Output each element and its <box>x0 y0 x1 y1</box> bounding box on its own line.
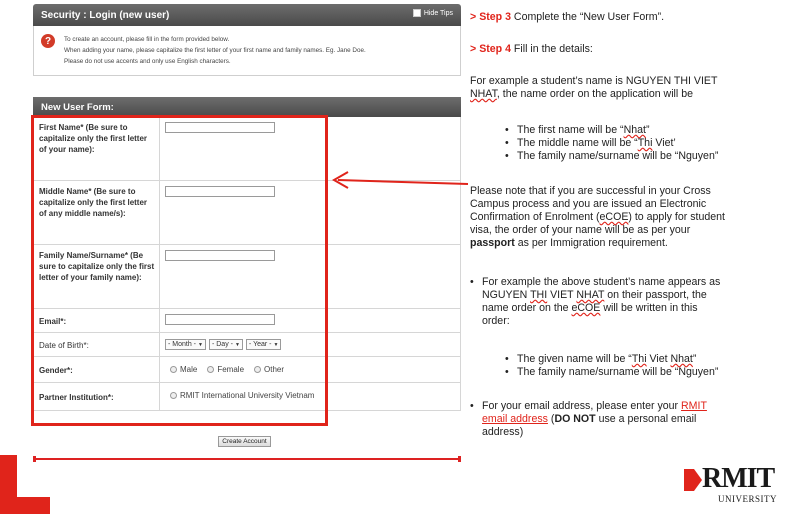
rmit-subtitle: UNIVERSITY <box>718 494 777 504</box>
first-name-label: First Name* (Be sure to capitalize only the first letter of your name): <box>34 117 160 180</box>
list-item: • The first name will be “Nhat” <box>505 124 795 137</box>
step3-text: Complete the “New User Form”. <box>510 11 665 23</box>
hide-tips-toggle[interactable] <box>413 9 453 17</box>
rmit-logo <box>680 463 792 509</box>
step4-line <box>470 43 794 56</box>
given-name-list <box>505 353 795 379</box>
hide-tips-checkbox[interactable] <box>413 9 421 17</box>
example-intro-line: , the name order on the application will be <box>496 88 693 100</box>
example2-list <box>470 276 794 328</box>
security-title: Security : Login (new user) <box>41 9 170 21</box>
gender-female-label: Female <box>217 365 245 374</box>
dob-year-value: - Year - <box>248 341 272 348</box>
list-item: • The middle name will be “Thi Viet’ <box>505 137 795 150</box>
rmit-wordmark: RMIT <box>702 463 775 494</box>
arrow-left-icon <box>330 166 470 196</box>
step3-line <box>470 11 794 24</box>
dob-day-value: - Day - <box>211 341 233 348</box>
list-item: • For your email address, please enter your RMIT email address (DO NOT use a personal email address) <box>470 400 794 439</box>
gender-label: Gender*: <box>34 357 160 382</box>
create-account-button[interactable]: Create Account <box>218 436 271 447</box>
step4-prefix: Step 4 <box>479 43 511 55</box>
chevron-down-icon: ▼ <box>198 341 203 348</box>
rmit-email-link[interactable]: RMIT <box>681 400 707 412</box>
list-item: • The given name will be “Thi Viet Nhat” <box>505 353 795 366</box>
list-item: • The family name/surname will be “Nguyen” <box>505 366 795 379</box>
email-label: Email*: <box>34 309 160 332</box>
dob-month-value: - Month - <box>168 341 197 348</box>
note-line: visa, the order of your name will be as per your <box>470 224 691 236</box>
rmit-email-link[interactable]: email address <box>482 413 548 425</box>
arrow-right-icon: > <box>470 43 477 55</box>
passport-bold: passport <box>470 237 515 249</box>
list-item: • The family name/surname will be “Nguyen” <box>505 150 795 163</box>
hide-tips-label: Hide Tips <box>423 9 453 17</box>
divider <box>33 458 461 460</box>
chevron-down-icon: ▼ <box>273 341 279 348</box>
underlined-word: NHAT <box>470 88 497 100</box>
form-title: New User Form: <box>41 101 114 113</box>
tip-line: Please do not use accents and only use English characters. <box>64 58 231 65</box>
form-header <box>33 97 461 117</box>
chevron-down-icon: ▼ <box>234 341 240 348</box>
arrow-right-icon: > <box>470 11 477 23</box>
partner-label: Partner Institution*: <box>34 383 160 410</box>
middle-name-label: Middle Name* (Be sure to capitalize only the first letter of any middle name/s): <box>34 181 160 244</box>
help-icon: ? <box>41 34 55 48</box>
decorative-corner-icon <box>0 455 50 514</box>
gender-other-label: Other <box>264 365 285 374</box>
note-line: Campus process and you are issued an Electronic <box>470 198 707 210</box>
tip-box <box>33 26 461 76</box>
security-header <box>33 4 461 26</box>
example-intro-line: For example a student’s name is NGUYEN THI VIET <box>470 75 718 87</box>
tip-line: To create an account, please fill in the form provided below. <box>64 36 230 43</box>
name-order-list <box>505 124 795 163</box>
list-item: • For example the above student’s name appears as NGUYEN THI VIET NHAT on their passport, the name order on the eCOE will be written in this order: <box>470 276 794 328</box>
step4-text: Fill in the details: <box>510 43 593 55</box>
note-line: Please note that if you are successful in your Cross <box>470 185 711 197</box>
dob-label: Date of Birth*: <box>34 333 160 356</box>
passport-note: Please note that if you are successful in your Cross Campus process and you are issued an Electronic Confirmation of Enrolment (eCOE) to apply for student visa, the order of your name will be as per your passport as per Immigration requirement. <box>470 185 794 250</box>
gender-male-label: Male <box>180 365 198 374</box>
family-name-label: Family Name/Surname* (Be sure to capitalize only the first letter of your family name): <box>34 245 160 308</box>
partner-rmit-label: RMIT International University Vietnam <box>180 391 315 400</box>
step3-prefix: Step 3 <box>479 11 511 23</box>
example-intro <box>470 75 794 101</box>
rmit-pixel-icon <box>680 465 704 495</box>
email-list <box>470 400 794 439</box>
highlight-frame <box>31 115 328 426</box>
tip-line: When adding your name, please capitalize the first letter of your first name and family names. Eg. Jane Doe. <box>64 47 366 54</box>
